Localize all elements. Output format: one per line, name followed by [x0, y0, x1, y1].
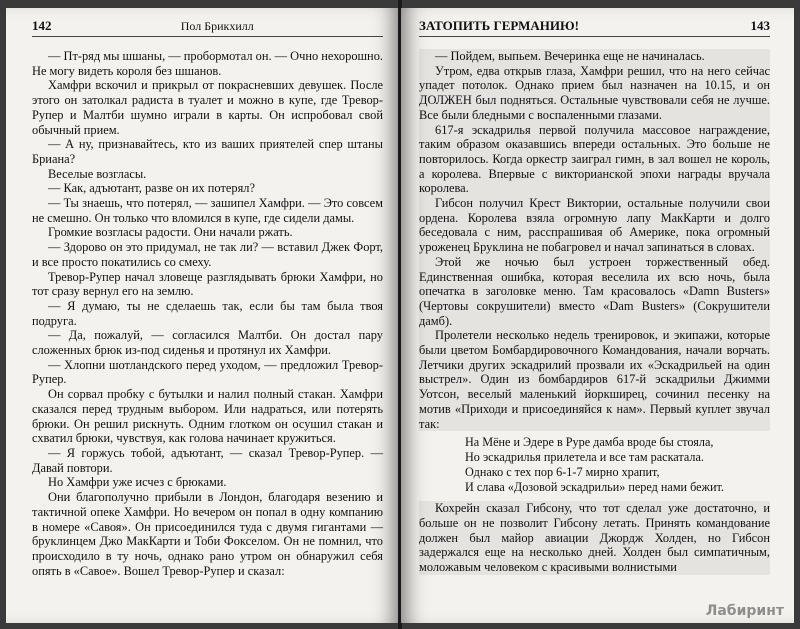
paragraph: Веселые возгласы.	[48, 166, 147, 181]
left-page	[6, 8, 399, 623]
paragraph: — Я думаю, ты не сделаешь так, если бы там была твоя подруга.	[32, 298, 383, 328]
paragraph: Пролетели несколько недель тренировок, и экипажи, которые были цветом Бомбардировочного Командования, начали ворчать. Летчики других эскадрилий прозвали их «Эскадрильей на один выстрел». Один из бомбардиров 617-й эскадрильи Джимми Уотсон, веселый маленький йоркширец, сочинил песенку на мотив «Приходи и присоединяйся к нам». Первый куплет звучал так:	[419, 328, 770, 431]
left-page-body	[32, 49, 383, 578]
paragraph: — Пойдем, выпьем. Вечеринка еще не начиналась.	[419, 49, 770, 64]
verse-line: И слава «Дозовой эскадрильи» перед нами бежит.	[465, 480, 724, 495]
paragraph: Громкие возгласы радости. Они начали ржать.	[48, 225, 293, 240]
left-page-number: 142	[32, 18, 52, 33]
paragraph: Кохрейн сказал Гибсону, что тот сделал уже достаточно, и больше он не позволит Гибсону летать. Принять командование должен был майор авиации Джордж Холден, но Гибсон задержался еще на несколько дней. Холден был симпатичным, моложавым человеком с красивыми волнистыми	[419, 501, 770, 575]
paragraph: Он сорвал пробку с бутылки и налил полный стакан. Хамфри сказался перед трудным выбором. Или надраться, или потерять брюки. Он решил рискнуть. Одним глотком он осушил стакан и схватил брюки, чувствуя, как голова начинает кружиться.	[32, 387, 383, 446]
paragraph: — Ты знаешь, что потерял, — зашипел Хамфри. — Это совсем не смешно. Он только что вломился в купе, где сидели дамы.	[32, 196, 383, 225]
left-running-head: Пол Брикхилл	[180, 19, 254, 33]
right-page	[401, 8, 794, 623]
paragraph: Гибсон получил Крест Виктории, остальные получили свои ордена. Королева взяла огромную лапу МакКарти и долго беседовала с ним, расспрашивая об Америке, пока огромный уроженец Бруклина не побагровел и начал запинаться в словах.	[419, 196, 770, 255]
verse-line: Но эскадрилья прилетела и все там раскатала.	[465, 450, 704, 465]
paragraph: — Да, пожалуй, — согласился Малтби. Он достал пару сложенных брюк из-под сиденья и протянул их Хамфри.	[32, 328, 383, 358]
watermark-logo: Лабиринт	[705, 603, 784, 619]
paragraph: Хамфри вскочил и прикрыл от покрасневших девушек. После этого он затолкал радиста в туалет и можно в купе, где Тревор-Рупер и Малтби шумно играли в карты. Он испробовал свой обычный прием.	[32, 78, 383, 137]
paragraph: — Как, адъютант, разве он их потерял?	[48, 181, 255, 196]
left-page-header	[32, 18, 383, 37]
paragraph: — Хлопни шотландского перед уходом, — предложил Тревор-Рупер.	[32, 357, 383, 387]
verse-line: Однако с тех пор 6-1-7 мирно храпит,	[465, 465, 660, 480]
right-page-header	[419, 18, 770, 37]
paragraph: — Пт-ряд мы шшаны, — пробормотал он. — Очно нехорошно. Не могу видеть короля без шшанов.	[32, 49, 383, 78]
verse-line: На Мёне и Эдере в Руре дамба вроде бы стояла,	[465, 435, 714, 450]
paragraph: Этой же ночью был устроен торжественный обед. Единственная ошибка, которая веселила их всю ночь, была опечатка в заголовке меню. Там красовалось «Damn Busters» (Чертовы сокрушители) вместо «Dam Busters» (Сокрушители дамб).	[419, 254, 770, 328]
paragraph: — А ну, признавайтесь, кто из ваших приятелей спер штаны Бриана?	[32, 137, 383, 166]
paragraph: — Здорово он это придумал, не так ли? — вставил Джек Форт, и все просто покатились со смеху.	[32, 240, 383, 269]
paragraph: — Я горжусь тобой, адъютант, — сказал Тревор-Рупер. — Давай повтори.	[32, 445, 383, 475]
song-verse	[465, 435, 770, 495]
paragraph: Утром, едва открыв глаза, Хамфри решил, что на него сейчас упадет потолок. Однако прием был назначен на 10.15, и он ДОЛЖЕН был подняться. Остальные чувствовали себя не лучше. Все были бледными с воспаленными глазами.	[419, 63, 770, 122]
paragraph: Тревор-Рупер начал зловеще разглядывать брюки Хамфри, но тот сразу вернул его на землю.	[32, 269, 383, 299]
paragraph: Они благополучно прибыли в Лондон, благодаря везению и тактичной опеке Хамфри. Но вечером он попал в одну компанию в номере «Савоя». Он присоединился туда с двумя гигантами — бруклинцем Джо МакКарти и Тоби Фокселом. Он не помнил, что происходило в ту ночь, однако рано утром он обнаружил себя опять в «Савое». Вошел Тревор-Рупер и сказал:	[32, 490, 383, 578]
paragraph: 617-я эскадрилья первой получила массовое награждение, таким образом оказавшись впереди остальных. Это больше не повторилось. Когда оркестр заиграл гимн, в зал вошел не король, а королева. Впервые с викторианской эпохи награды вручала королева.	[419, 122, 770, 196]
paragraph: Но Хамфри уже исчез с брюками.	[48, 475, 227, 490]
right-running-head: ЗАТОПИТЬ ГЕРМАНИЮ!	[419, 18, 579, 33]
right-page-number: 143	[750, 18, 770, 33]
right-page-body	[419, 49, 770, 575]
